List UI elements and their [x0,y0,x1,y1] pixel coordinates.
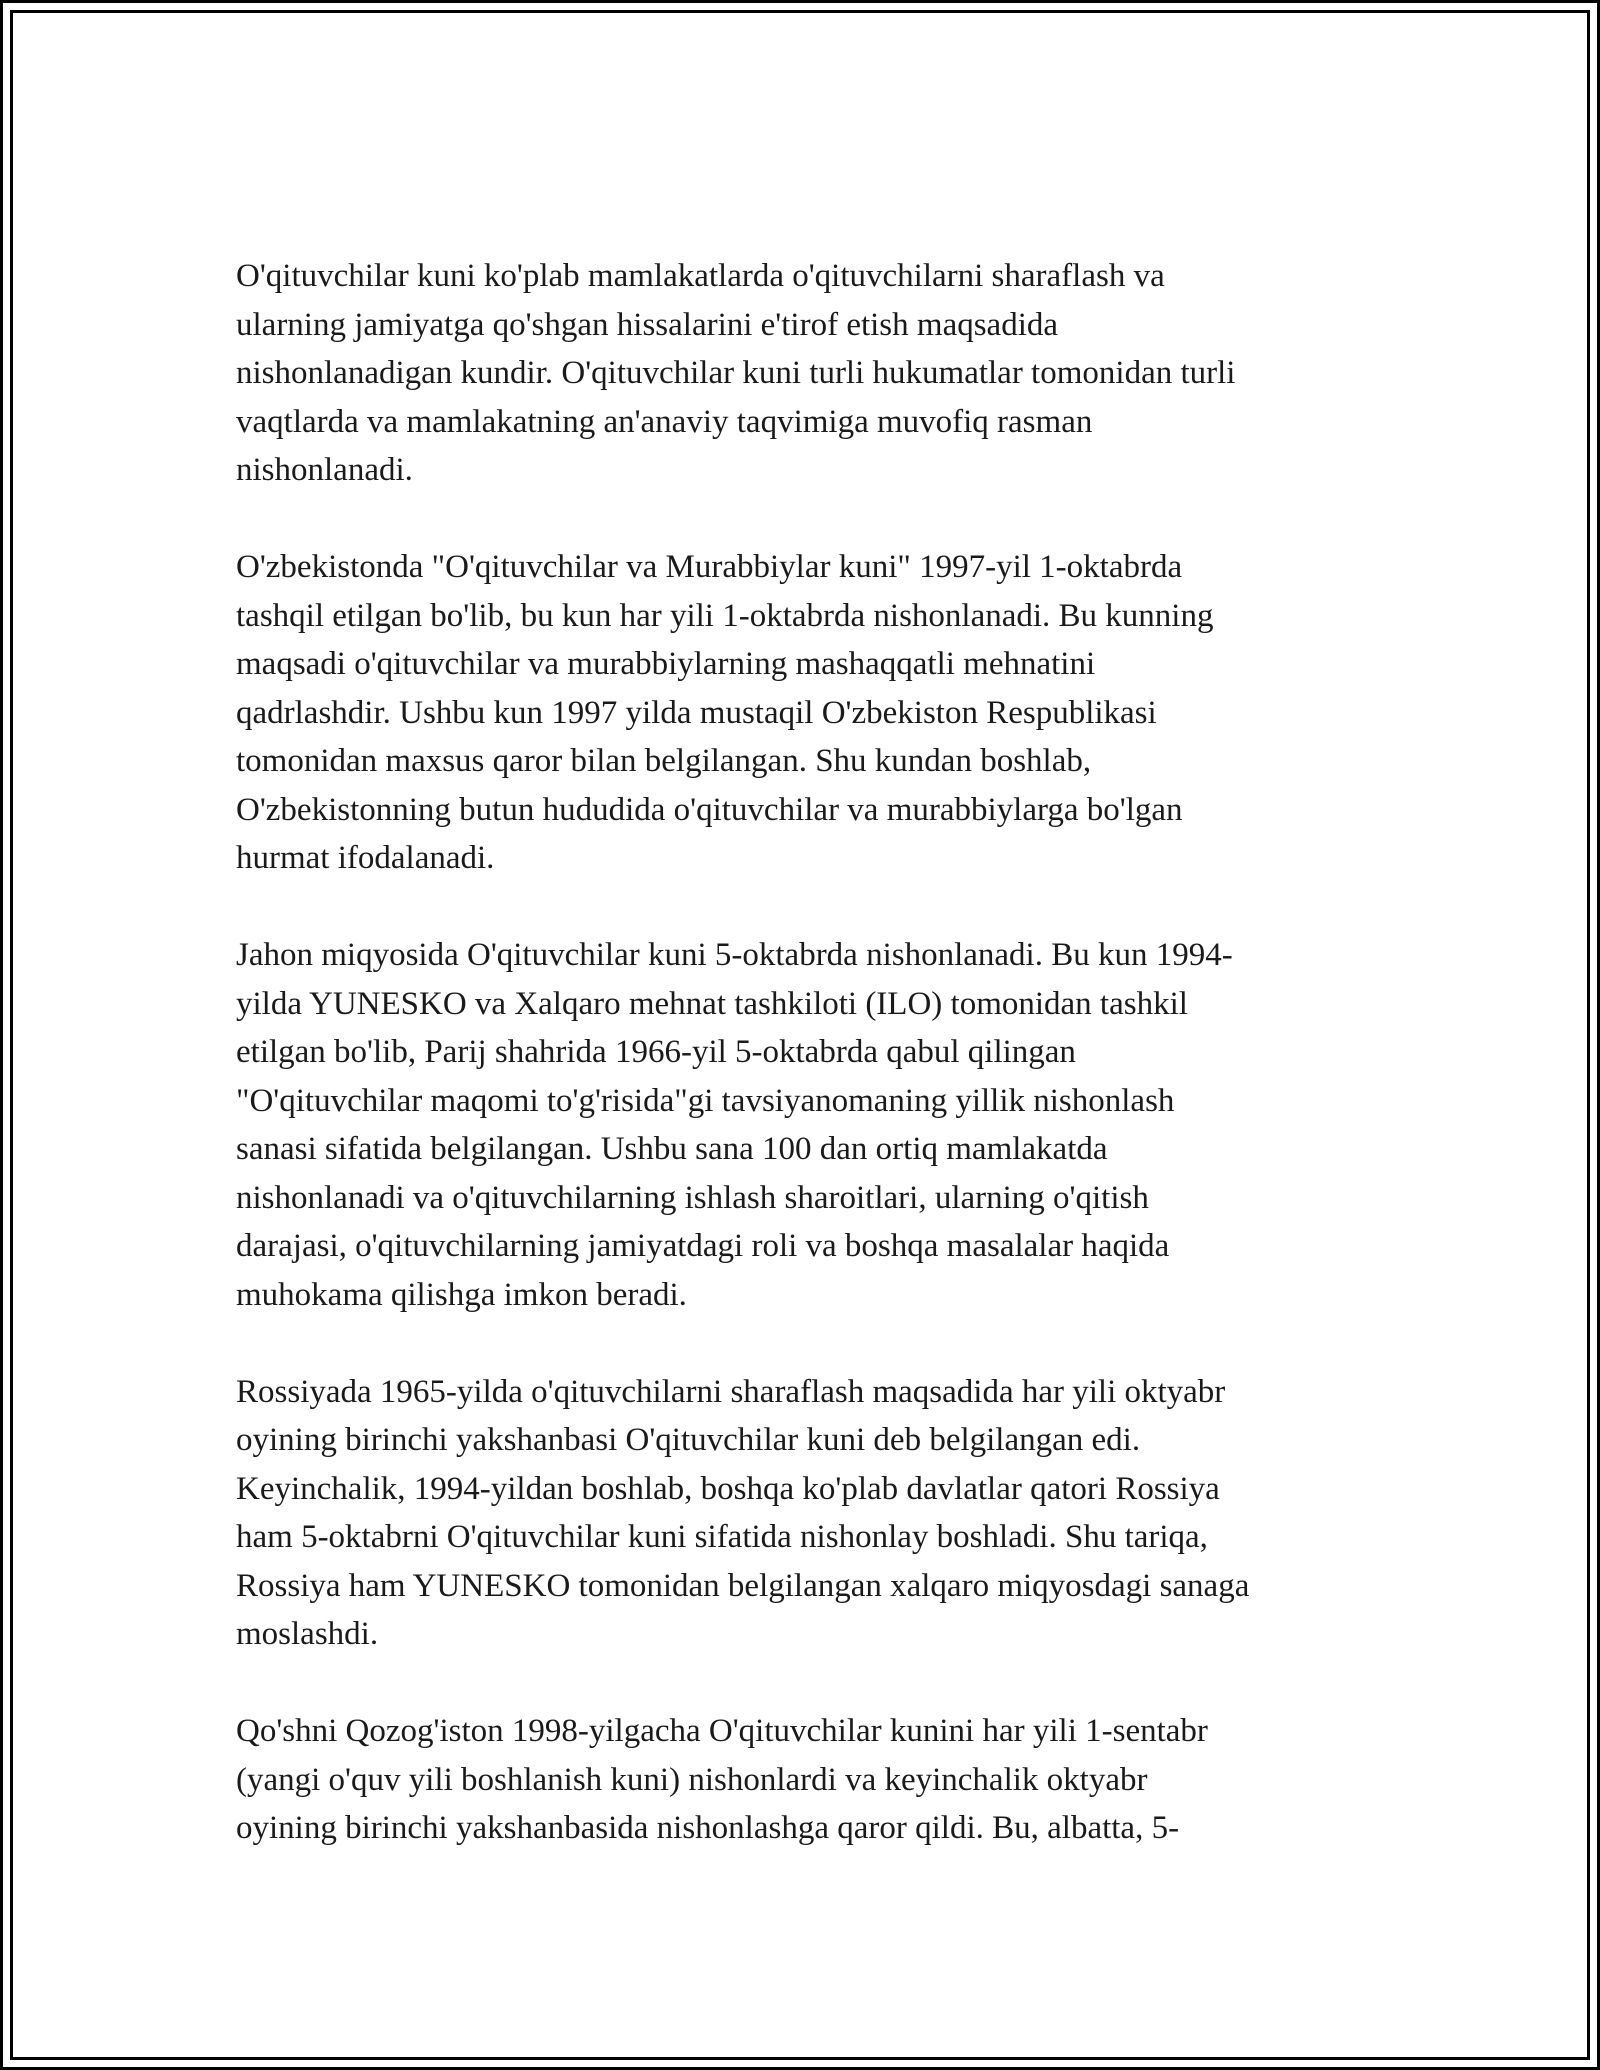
text-line: oyining birinchi yakshanbasi O'qituvchilar kuni deb belgilangan edi. [236,1422,1141,1458]
text-line: ham 5-oktabrni O'qituvchilar kuni sifatida nishonlay boshladi. Shu tariqa, [236,1519,1208,1555]
paragraph-1 [236,252,1416,495]
text-line: muhokama qilishga imkon beradi. [236,1276,687,1313]
paragraph-2 [236,543,1416,883]
document-body [236,252,1416,1901]
text-line: maqsadi o'qituvchilar va murabbiylarning mashaqqatli mehnatini [236,646,1096,682]
paragraph-4 [236,1368,1416,1659]
text-line: nishonlanadi va o'qituvchilarning ishlash sharoitlari, ularning o'qitish [236,1179,1149,1216]
text-line: vaqtlarda va mamlakatning an'anaviy taqvimiga muvofiq rasman [236,403,1093,440]
text-line: qadrlashdir. Ushbu kun 1997 yilda mustaqil O'zbekiston Respublikasi [236,694,1157,731]
text-line: O'zbekistonning butun hududida o'qituvchilar va murabbiylarga bo'lgan [236,791,1183,828]
text-line: (yangi o'quv yili boshlanish kuni) nishonlardi va keyinchalik oktyabr [236,1761,1148,1798]
text-line: moslashdi. [236,1616,379,1652]
text-line: Rossiya ham YUNESKO tomonidan belgilangan xalqaro miqyosdagi sanaga [236,1567,1250,1604]
paragraph-3 [236,931,1416,1319]
text-line: O'zbekistonda "O'qituvchilar va Murabbiylar kuni" 1997-yil 1-oktabrda [236,549,1183,585]
text-line: oyining birinchi yakshanbasida nishonlashga qaror qildi. Bu, albatta, 5- [236,1810,1180,1846]
text-line: etilgan bo'lib, Parij shahrida 1966-yil 5-oktabrda qabul qilingan [236,1034,1076,1070]
text-line: tomonidan maxsus qaror bilan belgilangan. Shu kundan boshlab, [236,743,1092,779]
text-line: Jahon miqyosida O'qituvchilar kuni 5-oktabrda nishonlanadi. Bu kun 1994- [236,937,1233,973]
text-line: Rossiyada 1965-yilda o'qituvchilarni sharaflash maqsadida har yili oktyabr [236,1373,1226,1410]
text-line: O'qituvchilar kuni ko'plab mamlakatlarda o'qituvchilarni sharaflash va [236,258,1165,294]
text-line: Qo'shni Qozog'iston 1998-yilgacha O'qituvchilar kunini har yili 1-sentabr [236,1713,1208,1749]
text-line: darajasi, o'qituvchilarning jamiyatdagi roli va boshqa masalalar haqida [236,1228,1170,1264]
text-line: "O'qituvchilar maqomi to'g'risida"gi tavsiyanomaning yillik nishonlash [236,1082,1175,1119]
text-line: Keyinchalik, 1994-yildan boshlab, boshqa ko'plab davlatlar qatori Rossiya [236,1470,1220,1507]
paragraph-5 [236,1707,1416,1853]
text-line: nishonlanadi. [236,452,413,488]
text-line: ularning jamiyatga qo'shgan hissalarini e'tirof etish maqsadida [236,306,1059,343]
text-line: yilda YUNESKO va Xalqaro mehnat tashkiloti (ILO) tomonidan tashkil [236,985,1188,1022]
text-line: hurmat ifodalanadi. [236,840,495,876]
text-line: tashqil etilgan bo'lib, bu kun har yili 1-oktabrda nishonlanadi. Bu kunning [236,597,1214,634]
text-line: nishonlanadigan kundir. O'qituvchilar kuni turli hukumatlar tomonidan turli [236,355,1236,391]
text-line: sanasi sifatida belgilangan. Ushbu sana 100 dan ortiq mamlakatda [236,1131,1108,1167]
